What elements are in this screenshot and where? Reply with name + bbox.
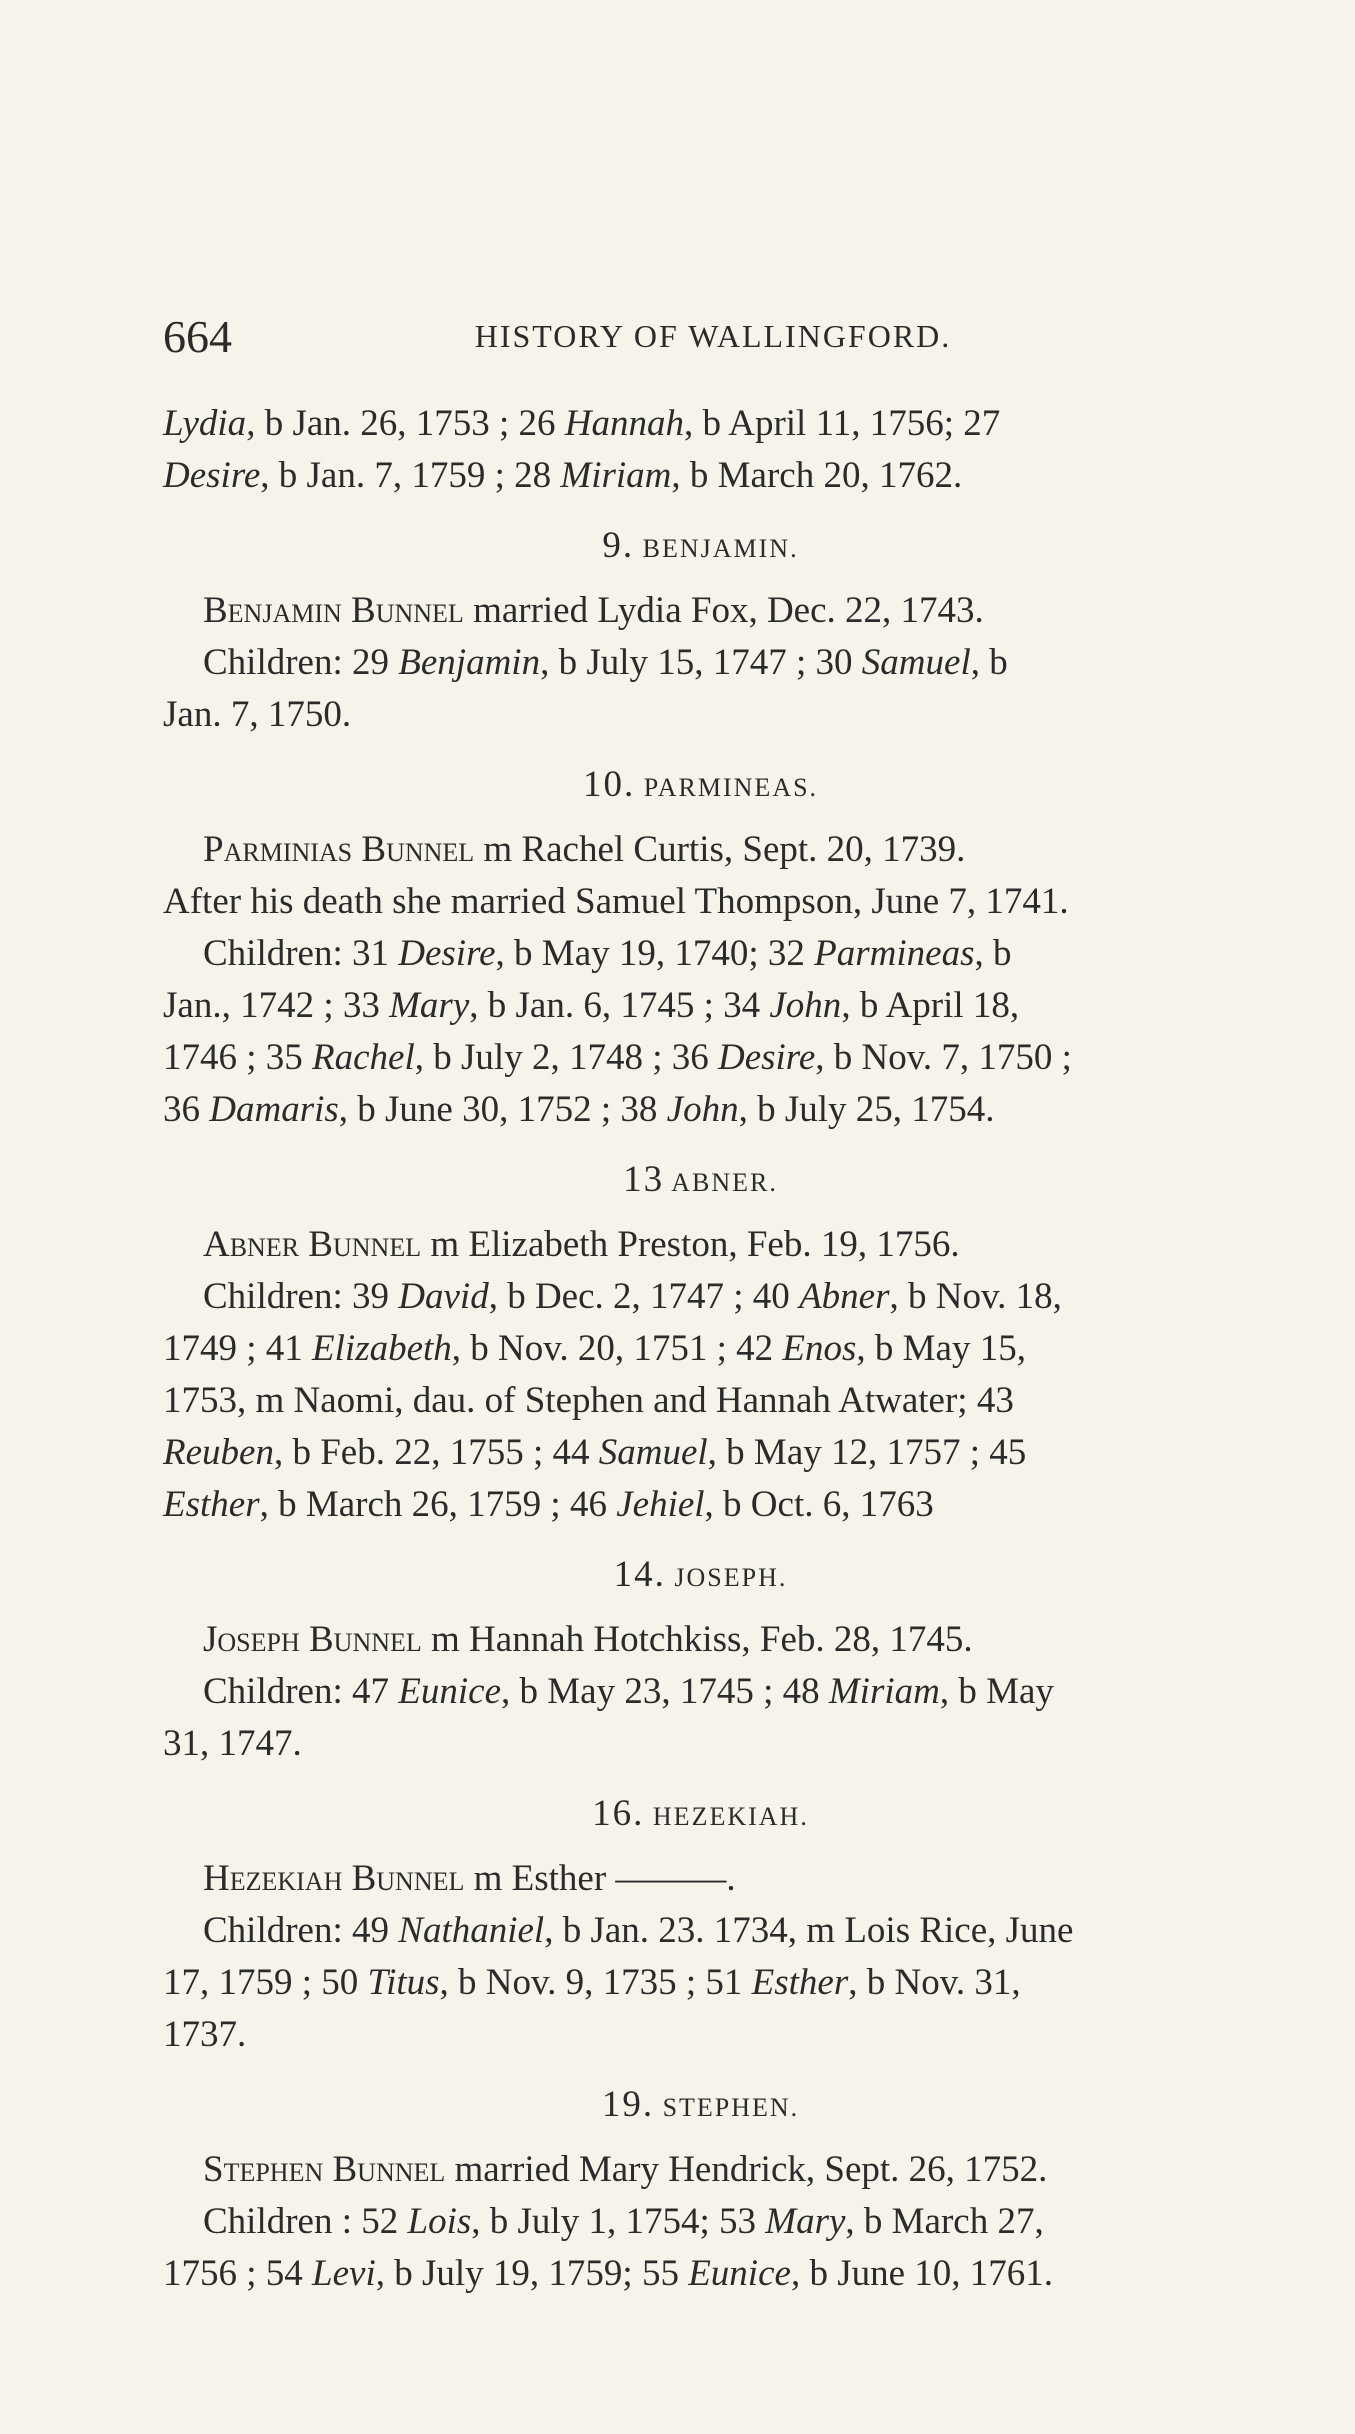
section-heading-stephen: 19. STEPHEN.	[601, 2084, 800, 2125]
text-line: 17, 1759 ; 50 Titus, b Nov. 9, 1735 ; 51 Esther, b Nov. 31,	[163, 1962, 1021, 2003]
text-line: 1749 ; 41 Elizabeth, b Nov. 20, 1751 ; 42 Enos, b May 15,	[163, 1328, 1026, 1369]
text-line: Children: 47 Eunice, b May 23, 1745 ; 48 Miriam, b May	[203, 1671, 1054, 1712]
text-line: Hezekiah Bunnel m Esther ———.	[203, 1858, 736, 1899]
text-line: Children : 52 Lois, b July 1, 1754; 53 Mary, b March 27,	[203, 2201, 1044, 2242]
text-line: Children: 31 Desire, b May 19, 1740; 32 Parmineas, b	[203, 933, 1012, 974]
page-body	[163, 398, 1238, 2300]
text-line: Children: 49 Nathaniel, b Jan. 23. 1734, m Lois Rice, June	[203, 1910, 1074, 1951]
section-heading-benjamin: 9. BENJAMIN.	[602, 525, 799, 566]
text-line: Jan., 1742 ; 33 Mary, b Jan. 6, 1745 ; 34 John, b April 18,	[163, 985, 1020, 1026]
text-line: Desire, b Jan. 7, 1759 ; 28 Miriam, b March 20, 1762.	[163, 455, 963, 496]
text-line: Children: 29 Benjamin, b July 15, 1747 ; 30 Samuel, b	[203, 642, 1008, 683]
text-line: 1746 ; 35 Rachel, b July 2, 1748 ; 36 Desire, b Nov. 7, 1750 ;	[163, 1037, 1072, 1078]
text-line: Benjamin Bunnel married Lydia Fox, Dec. 22, 1743.	[203, 590, 984, 631]
text-line: 1756 ; 54 Levi, b July 19, 1759; 55 Eunice, b June 10, 1761.	[163, 2253, 1054, 2294]
section-heading-hezekiah: 16. HEZEKIAH.	[592, 1793, 809, 1834]
text-line: Reuben, b Feb. 22, 1755 ; 44 Samuel, b May 12, 1757 ; 45	[163, 1432, 1027, 1473]
text-line: Esther, b March 26, 1759 ; 46 Jehiel, b Oct. 6, 1763	[163, 1484, 934, 1525]
text-line: After his death she married Samuel Thompson, June 7, 1741.	[163, 881, 1069, 922]
text-line: 31, 1747.	[163, 1723, 302, 1764]
text-line: Abner Bunnel m Elizabeth Preston, Feb. 19, 1756.	[203, 1224, 960, 1265]
text-line: 1753, m Naomi, dau. of Stephen and Hannah Atwater; 43	[163, 1380, 1014, 1421]
text-line: 1737.	[163, 2014, 247, 2055]
text-line: Stephen Bunnel married Mary Hendrick, Sept. 26, 1752.	[203, 2149, 1048, 2190]
page-number: 664	[163, 311, 232, 362]
text-line: 36 Damaris, b June 30, 1752 ; 38 John, b July 25, 1754.	[163, 1089, 995, 1130]
section-heading-parmineas: 10. PARMINEAS.	[582, 764, 819, 805]
text-line: Joseph Bunnel m Hannah Hotchkiss, Feb. 28, 1745.	[203, 1619, 973, 1660]
page-header	[163, 310, 1193, 370]
section-heading-abner: 13 ABNER.	[623, 1159, 778, 1200]
section-heading-joseph: 14. JOSEPH.	[613, 1554, 788, 1595]
text-line: Children: 39 David, b Dec. 2, 1747 ; 40 Abner, b Nov. 18,	[203, 1276, 1062, 1317]
running-title: HISTORY OF WALLINGFORD.	[474, 318, 952, 354]
text-line: Lydia, b Jan. 26, 1753 ; 26 Hannah, b April 11, 1756; 27	[163, 403, 1001, 444]
text-line: Parminias Bunnel m Rachel Curtis, Sept. 20, 1739.	[203, 829, 966, 870]
text-line: Jan. 7, 1750.	[163, 694, 352, 735]
